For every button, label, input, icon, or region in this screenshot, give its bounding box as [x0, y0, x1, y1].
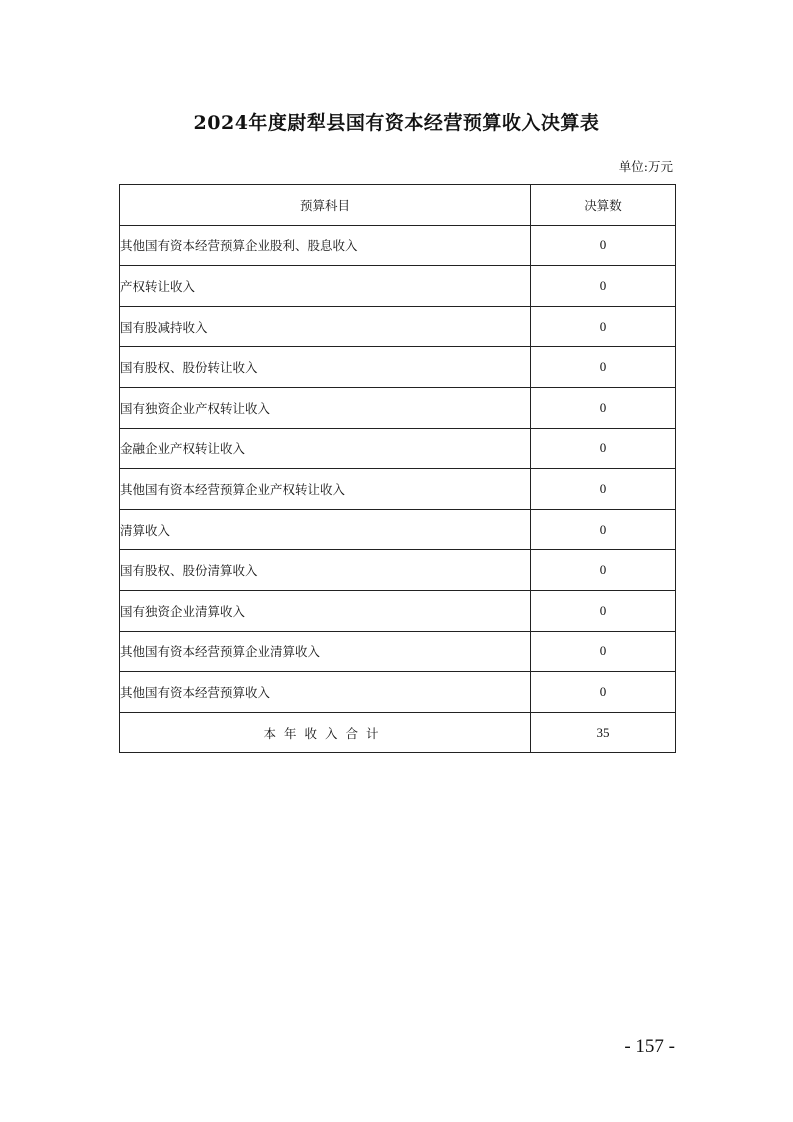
row-label: 国有独资企业清算收入	[120, 590, 531, 631]
table-row	[120, 469, 676, 510]
table-row	[120, 631, 676, 672]
table-row	[120, 509, 676, 550]
row-value: 0	[531, 266, 676, 307]
row-label: 国有股减持收入	[120, 306, 531, 347]
row-label: 产权转让收入	[120, 266, 531, 307]
total-row	[120, 712, 676, 753]
row-label: 其他国有资本经营预算企业清算收入	[120, 631, 531, 672]
row-value: 0	[531, 225, 676, 266]
row-value: 0	[531, 306, 676, 347]
unit-label: 单位:万元	[618, 159, 673, 174]
row-value: 0	[531, 347, 676, 388]
table-row	[120, 306, 676, 347]
row-label: 国有股权、股份转让收入	[120, 347, 531, 388]
table-row	[120, 347, 676, 388]
table-row	[120, 387, 676, 428]
row-label: 国有独资企业产权转让收入	[120, 387, 531, 428]
row-value: 0	[531, 509, 676, 550]
budget-revenue-table	[119, 184, 676, 753]
table-row	[120, 225, 676, 266]
row-label: 清算收入	[120, 509, 531, 550]
table-row	[120, 266, 676, 307]
row-label: 国有股权、股份清算收入	[120, 550, 531, 591]
row-value: 0	[531, 428, 676, 469]
row-value: 0	[531, 387, 676, 428]
row-value: 0	[531, 469, 676, 510]
total-value: 35	[531, 712, 676, 753]
total-label: 本年收入合计	[120, 712, 531, 753]
table-row	[120, 590, 676, 631]
table-row	[120, 550, 676, 591]
row-label: 其他国有资本经营预算企业产权转让收入	[120, 469, 531, 510]
row-value: 0	[531, 672, 676, 713]
table-header-row	[120, 185, 676, 226]
row-label: 金融企业产权转让收入	[120, 428, 531, 469]
header-amount: 决算数	[531, 185, 676, 226]
document-title: 2024年度尉犁县国有资本经营预算收入决算表	[193, 112, 600, 134]
row-value: 0	[531, 590, 676, 631]
row-value: 0	[531, 550, 676, 591]
row-value: 0	[531, 631, 676, 672]
page-number: - 157 -	[624, 1036, 675, 1057]
row-label: 其他国有资本经营预算收入	[120, 672, 531, 713]
row-label: 其他国有资本经营预算企业股利、股息收入	[120, 225, 531, 266]
header-subject: 预算科目	[120, 185, 531, 226]
table-row	[120, 428, 676, 469]
table-row	[120, 672, 676, 713]
